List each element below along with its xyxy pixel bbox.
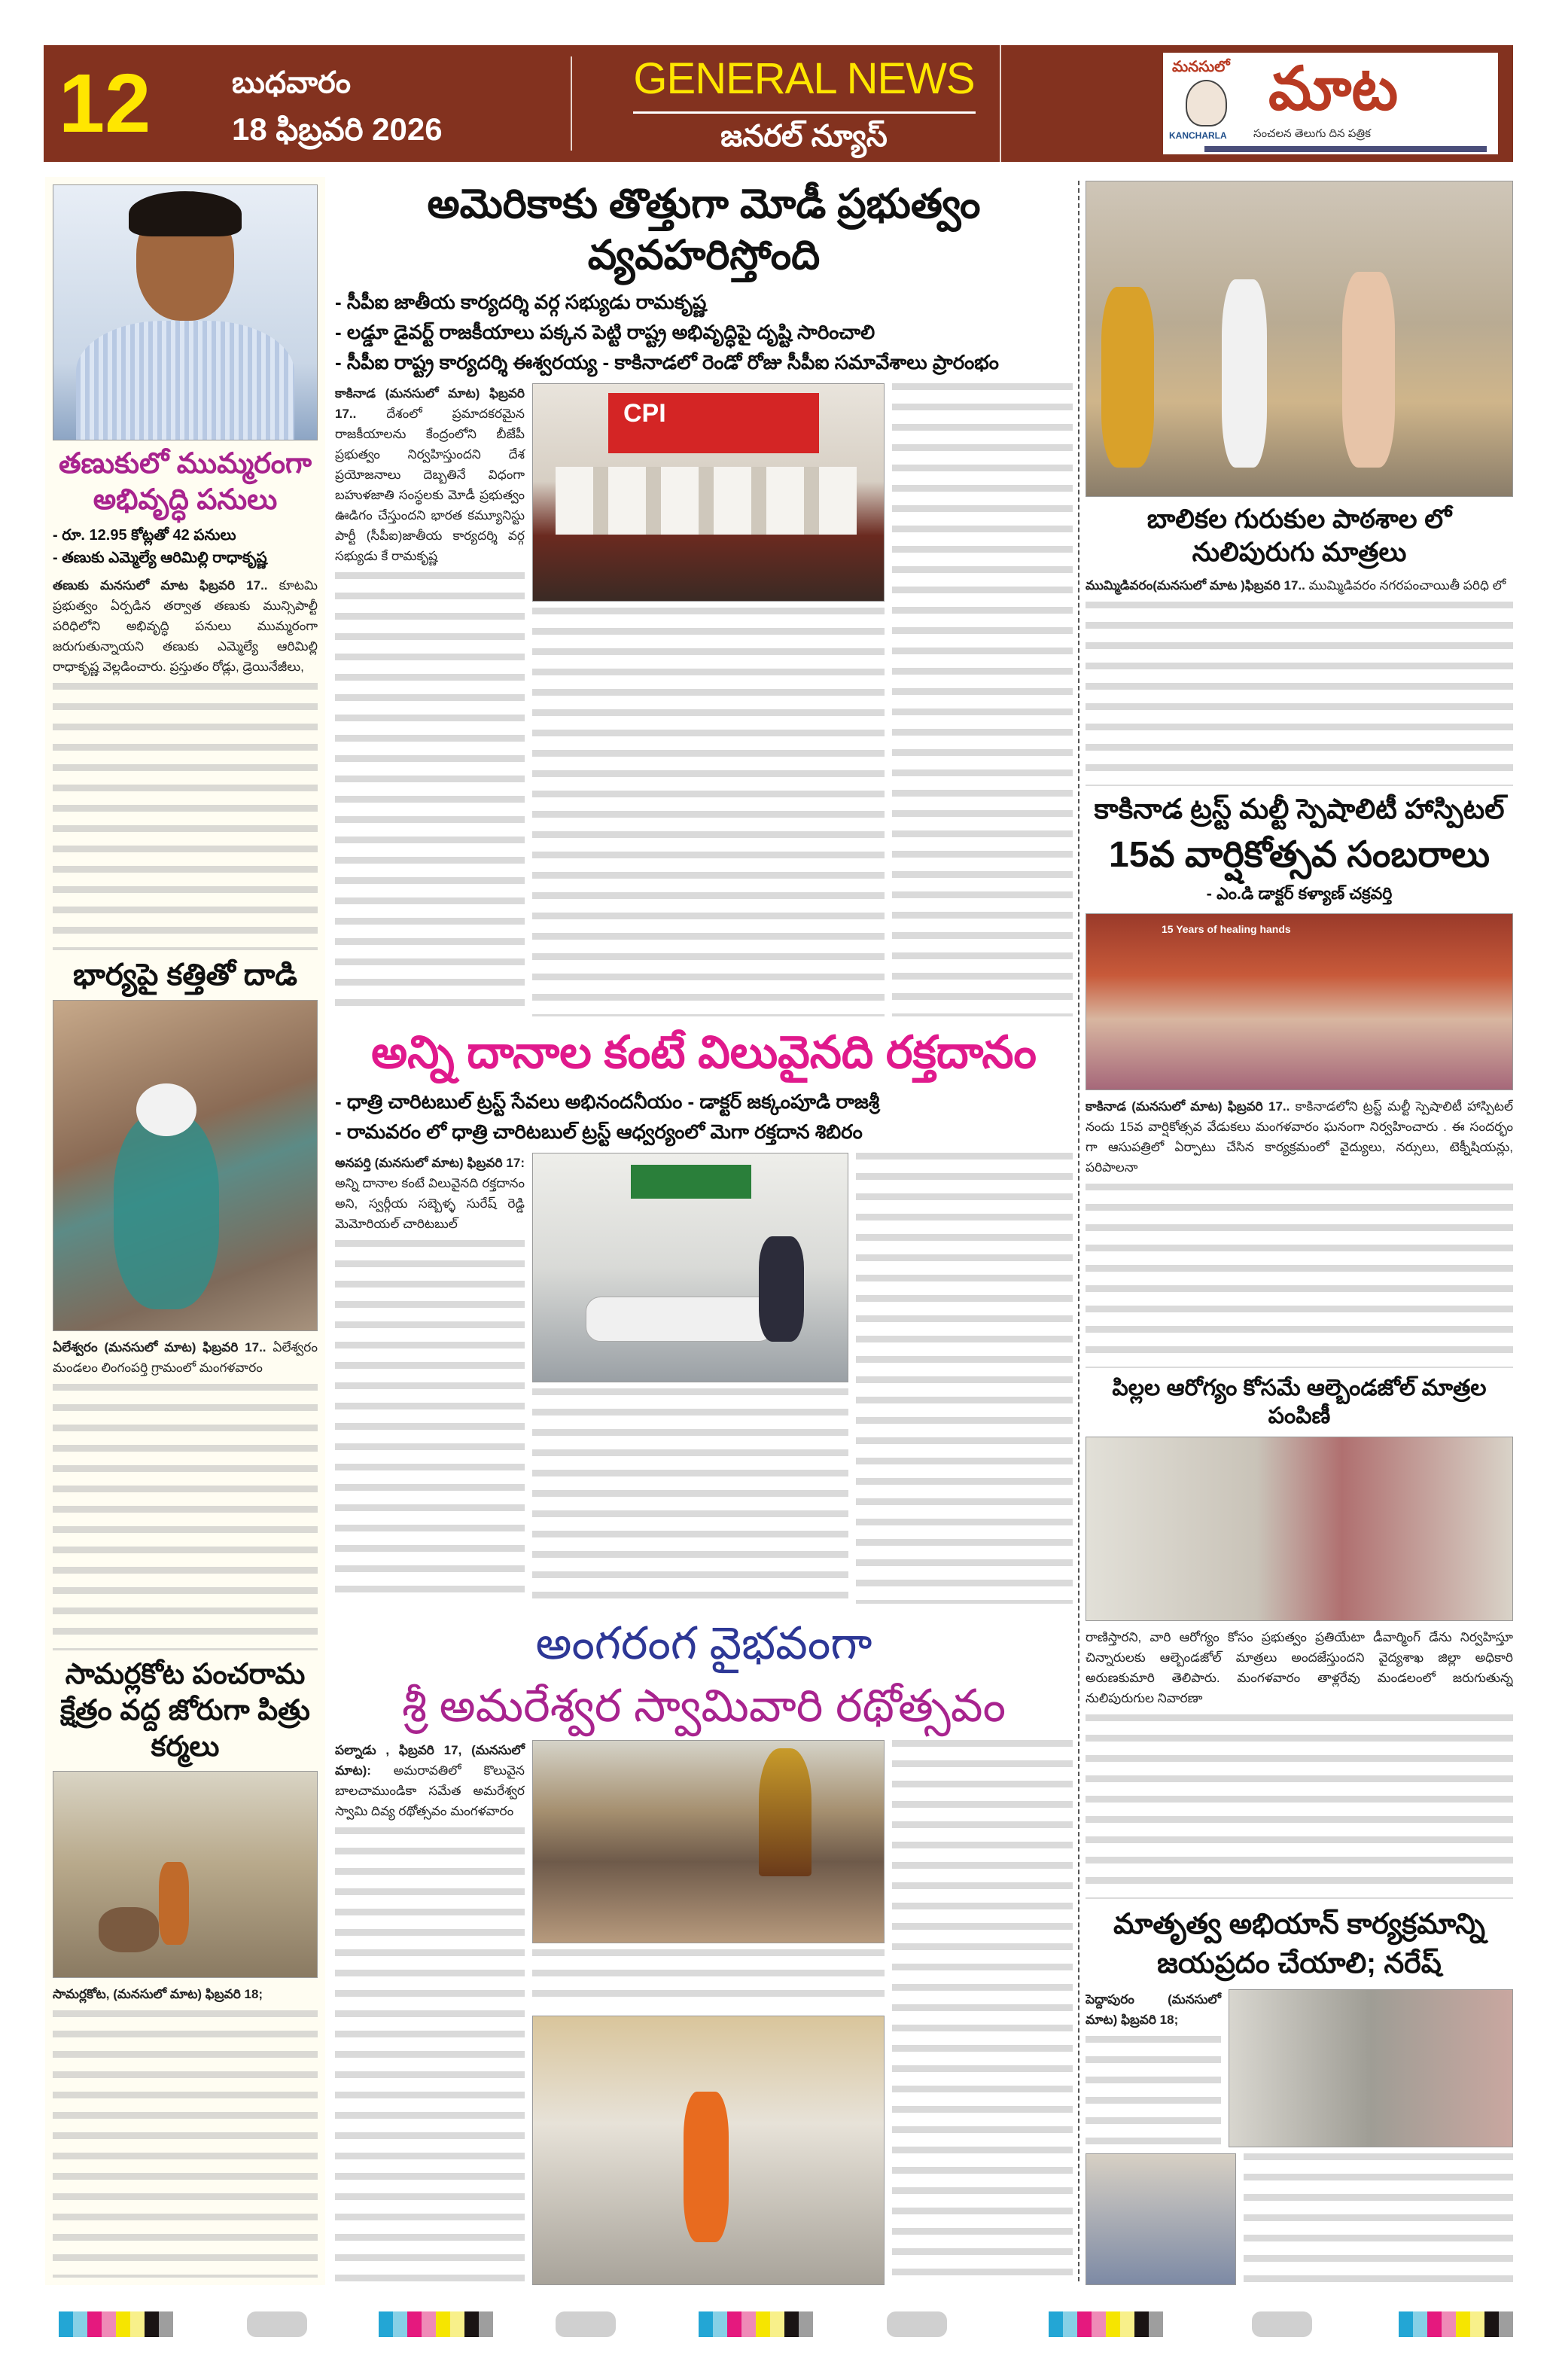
color-swatch (422, 2311, 436, 2337)
headline: అన్ని దానాల కంటే విలువైనది రక్తదానం (371, 1027, 1037, 1077)
article-body (53, 1337, 318, 1378)
bullet: - సీపీఐ జాతీయ కార్యదర్శి వర్గ సభ్యుడు రామకృష్ణ (335, 291, 707, 313)
headline-line2: శ్రీ అమరేశ్వర స్వామివారి రథోత్సవం (402, 1681, 1006, 1731)
article-text-lines (532, 608, 885, 1016)
headline: మాతృత్వ అభియాన్ కార్యక్రమాన్ని జయప్రదం చేయాలి; నరేష్ (1113, 1908, 1485, 1979)
bullet: - లడ్డూ డైవర్ట్ రాజకీయాలు పక్కన పెట్టి రాష్ట్ర అభివృద్ధిపై దృష్టి సారించాలి (335, 321, 875, 343)
bullet: - రామవరం లో ధాత్రి చారిటబుల్ ట్రస్ట్ ఆధ్వర్యంలో మెగా రక్తదాన శిబిరం (335, 1120, 863, 1143)
print-registration-bar (36, 2311, 1534, 2342)
color-swatch (436, 2311, 450, 2337)
gray-swatch (1252, 2311, 1312, 2337)
color-swatch (1149, 2311, 1163, 2337)
color-swatch (770, 2311, 784, 2337)
color-swatch (479, 2311, 493, 2337)
color-swatch (450, 2311, 464, 2337)
article-body (53, 1984, 318, 2004)
dateline: ముమ్మిడివరం(మనసులో మాట )ఫిబ్రవరి 17.. (1086, 577, 1305, 593)
lede: ముమ్మిడివరం నగరపంచాయితీ పరిధి లో (1308, 577, 1506, 593)
article-text-lines (335, 1240, 525, 1604)
headline-line2: 15వ వార్షికోత్సవ సంబరాలు (1109, 834, 1490, 875)
headline: పిల్లల ఆరోగ్యం కోసమే ఆల్బెండజోల్ మాత్రల పంపిణీ (1112, 1375, 1487, 1429)
color-swatch (59, 2311, 73, 2337)
bullets (53, 524, 318, 569)
dateline: పల్నాడు , ఫిబ్రవరి 17, (మనసులో మాట): (335, 1743, 525, 1778)
color-swatch (1399, 2311, 1413, 2337)
lede: కూటమి ప్రభుత్వం ఏర్పడిన తర్వాత తణుకు మున్సిపాల్టీ పరిధిలోని అభివృద్ధి పనులు ముమ్మరంగా జరుగుతున్నాయని తణుకు ఎమ్మెల్యే ఆరిమిల్లి రాధాకృష్ణ వెల్లడించారు. ప్రస్తుతం రోడ్లు, డ్రెయినేజీలు, (53, 578, 318, 674)
article-text-lines (335, 1827, 525, 2285)
section-title-te: జనరల్ న్యూస్ (720, 120, 888, 153)
color-swatch (102, 2311, 116, 2337)
color-swatch (87, 2311, 102, 2337)
bullet: - సీపీఐ రాష్ట్ర కార్యదర్శి ఈశ్వరయ్య - కాకినాడలో రెండో రోజు సీపీఐ సమావేశాలు ప్రారంభం (335, 351, 999, 373)
article-text-lines (532, 1388, 848, 1604)
logo-bar (1204, 146, 1487, 152)
bullet: - తణుకు ఎమ్మెల్యే ఆరిమిల్లి రాధాకృష్ణ (53, 550, 267, 566)
logo-portrait-icon (1186, 80, 1227, 126)
divider (571, 56, 572, 151)
dateline: అనపర్తి (మనసులో మాట) ఫిబ్రవరి 17: (335, 1156, 525, 1170)
byline: - ఎం.డి డాక్టర్ కళ్యాణ్ చక్రవర్తి (1206, 883, 1393, 903)
weekday: బుధవారం (232, 66, 351, 99)
color-swatch (1134, 2311, 1149, 2337)
maternity-campaign-photo (1229, 1989, 1513, 2147)
chariot-festival-crowd-photo (532, 1740, 885, 1943)
article-body (335, 383, 525, 566)
article-body (1086, 1096, 1513, 1178)
newspaper-logo (1163, 53, 1498, 154)
color-swatch (1120, 2311, 1134, 2337)
article-text-lines (1086, 1714, 1513, 1899)
color-swatch (713, 2311, 727, 2337)
color-swatch (1106, 2311, 1120, 2337)
officer-photo (1086, 2153, 1236, 2285)
section-title-en: GENERAL NEWS (633, 54, 975, 103)
lede: అన్ని దానాల కంటే విలువైనది రక్తదానం అని, స్వర్గీయ సబ్బెళ్ళ సురేష్ రెడ్డి మెమోరియల్ చారిటబుల్ (335, 1176, 525, 1231)
article-text-lines (53, 683, 318, 950)
dateline: కాకినాడ (మనసులో మాట) ఫిబ్రవరి 17.. (1086, 1099, 1290, 1114)
article-text-lines (1244, 2153, 1513, 2285)
color-swatch (756, 2311, 770, 2337)
albendazole-distribution-photo (1086, 1437, 1513, 1621)
headline: భార్యపై కత్తితో దాడి (73, 958, 297, 992)
gray-swatch (887, 2311, 947, 2337)
article-body (1086, 575, 1513, 596)
headline-line1: కాకినాడ ట్రస్ట్ మల్టీ స్పెషాలిటీ హాస్పిటల్ (1094, 793, 1505, 824)
logo-brand: KANCHARLA (1169, 130, 1227, 141)
article-text-lines (53, 2010, 318, 2278)
color-swatch (1049, 2311, 1063, 2337)
color-swatch (727, 2311, 741, 2337)
right-column (1086, 181, 1513, 2285)
color-swatch (1063, 2311, 1077, 2337)
color-swatch (379, 2311, 393, 2337)
article-text-lines (856, 1153, 1073, 1604)
headline: సామర్లకోట పంచరామ క్షేత్రం వద్ద జోరుగా పిత్రు కర్మలు (60, 1659, 310, 1763)
color-swatch (1092, 2311, 1106, 2337)
color-swatch (407, 2311, 422, 2337)
article-text-lines (1086, 1184, 1513, 1368)
color-swatch (464, 2311, 479, 2337)
dateline: పెద్దాపురం (మనసులో మాట) ఫిబ్రవరి 18; (1086, 1991, 1221, 2027)
color-swatch (73, 2311, 87, 2337)
attack-victim-photo (53, 1000, 318, 1331)
lede: అమరావతిలో కొలువైన బాలచాముండికా సమేత అమరేశ్వర స్వామి దివ్య రథోత్సవం మంగళవారం (335, 1763, 525, 1818)
cpi-banner: CPI (608, 393, 819, 453)
color-swatch (699, 2311, 713, 2337)
bullet: - రూ. 12.95 కోట్లతో 42 పనులు (53, 527, 236, 544)
article-body (335, 1740, 525, 1821)
headline-line1: అంగరంగ వైభవంగా (535, 1618, 872, 1668)
hospital-banner: 15 Years of healing hands (1162, 922, 1291, 935)
lede: ఏలేశ్వరం మండలం లింగంపర్తి గ్రామంలో మంగళవారం (53, 1339, 318, 1375)
headline: తణుకులో ముమ్మరంగా అభివృద్ధి పనులు (58, 448, 312, 516)
color-swatch (784, 2311, 799, 2337)
school-tablet-distribution-photo (1086, 181, 1513, 497)
color-swatch (1077, 2311, 1092, 2337)
bullets (335, 1086, 1073, 1147)
color-swatch (145, 2311, 159, 2337)
column-divider (1078, 181, 1079, 2281)
dateline: సామర్లకోట, (మనసులో మాట) ఫిబ్రవరి 18; (53, 1987, 263, 2002)
lede: రాణిస్తారని, వారి ఆరోగ్యం కోసం ప్రభుత్వం ప్రతియేటా డీవార్మింగ్ డేను నిర్వహిస్తూ చిన్నారులకు ఆల్బెండజోల్ మాత్రలు అందజేస్తుందని వైద్యశాఖ జిల్లా అధికారి అరుణకుమారి తెలిపారు. మంగళవారం తాళ్లరేవు మండలంలో జరుగుతున్న నులిపురుగుల నివారణా (1086, 1629, 1513, 1705)
masthead-band (44, 45, 1513, 162)
page-number: 12 (59, 57, 151, 150)
bullet: - ధాత్రి చారిటబుల్ ట్రస్ట్ సేవలు అభినందనీయం - డాక్టర్ జక్కంపూడి రాజశ్రీ (335, 1090, 880, 1113)
article-text-lines (53, 1384, 318, 1651)
color-swatch (130, 2311, 145, 2337)
article-body (53, 575, 318, 677)
article-text-lines (1086, 2036, 1221, 2147)
color-swatch (1484, 2311, 1499, 2337)
logo-main-text: మాట (1268, 55, 1399, 122)
blood-donation-photo (532, 1153, 848, 1382)
dateline: కాకినాడ (మనసులో మాట) ఫిబ్రవరి 17.. (335, 386, 525, 421)
divider (1000, 45, 1001, 162)
color-swatch (1456, 2311, 1470, 2337)
temple-dignitaries-photo (532, 2016, 885, 2285)
color-swatch (1413, 2311, 1427, 2337)
color-swatch (1499, 2311, 1513, 2337)
mla-portrait-photo (53, 184, 318, 440)
article-text-lines (335, 572, 525, 1016)
color-swatch (393, 2311, 407, 2337)
dateline: ఏలేశ్వరం (మనసులో మాట) ఫిబ్రవరి 17.. (53, 1339, 266, 1355)
cpi-press-meet-photo (532, 383, 885, 602)
article-body (1086, 1627, 1513, 1708)
gray-swatch (247, 2311, 307, 2337)
left-column (45, 177, 325, 2285)
issue-date: 18 ఫిబ్రవరి 2026 (232, 111, 443, 147)
article-text-lines (892, 383, 1073, 1016)
temple-festival-story (335, 1615, 1073, 2285)
color-swatch (1442, 2311, 1456, 2337)
color-swatch (1427, 2311, 1442, 2337)
lede: దేశంలో ప్రమాదకరమైన రాజకీయాలను కేంద్రంలోని బీజేపీ ప్రభుత్వం నిర్వహిస్తుందని దేశ ప్రయోజనాలు దెబ్బతినే విధంగా బహుళజాతి సంస్థలకు మోడీ ప్రభుత్వం ఊడిగం చేస్తుందని భారత కమ్యూనిస్టు పార్టీ (సీపీఐ)జాతీయ కార్యదర్శి వర్గ సభ్యుడు కే రామకృష్ణ (335, 407, 525, 563)
article-body (335, 1153, 525, 1234)
bullets (335, 287, 1073, 377)
dateline: తణుకు మనసులో మాట ఫిబ్రవరి 17.. (53, 578, 268, 593)
lede: కాకినాడలోని ట్రస్ట్ మల్టీ స్పెషాలిటీ హాస్పిటల్ నందు 15వ వార్షికోత్సవ వేడుకలు మంగళవారం ఘనంగా నిర్వహించారు . ఈ సందర్భం గా ఆసుపత్రిలో ఏర్పాటు చేసిన కార్యక్రమంలో వైద్యులు, నర్సులు, టెక్నీషియన్లు, పరిపాలనా (1086, 1099, 1513, 1175)
color-swatch (741, 2311, 756, 2337)
headline: బాలికల గురుకుల పాఠశాల లో నులిపురుగు మాత్రలు (1146, 504, 1452, 567)
color-swatch (799, 2311, 813, 2337)
logo-tagline: సంచలన తెలుగు దిన పత్రిక (1253, 127, 1371, 140)
color-swatch (159, 2311, 173, 2337)
blood-donation-story (335, 1024, 1073, 1604)
logo-small-text: మనసులో (1172, 59, 1230, 75)
article-text-lines (892, 1740, 1073, 2285)
hospital-anniversary-photo (1086, 913, 1513, 1090)
article-body (1086, 1989, 1221, 2030)
pitru-karma-photo (53, 1771, 318, 1978)
lead-story (335, 179, 1073, 1016)
color-swatch (116, 2311, 130, 2337)
color-swatch (1470, 2311, 1484, 2337)
article-text-lines (532, 1949, 885, 2010)
section-rule (633, 111, 976, 114)
lead-headline: అమెరికాకు తొత్తుగా మోడీ ప్రభుత్వం వ్యవహరిస్తోంది (427, 181, 981, 278)
article-text-lines (1086, 602, 1513, 786)
gray-swatch (556, 2311, 616, 2337)
